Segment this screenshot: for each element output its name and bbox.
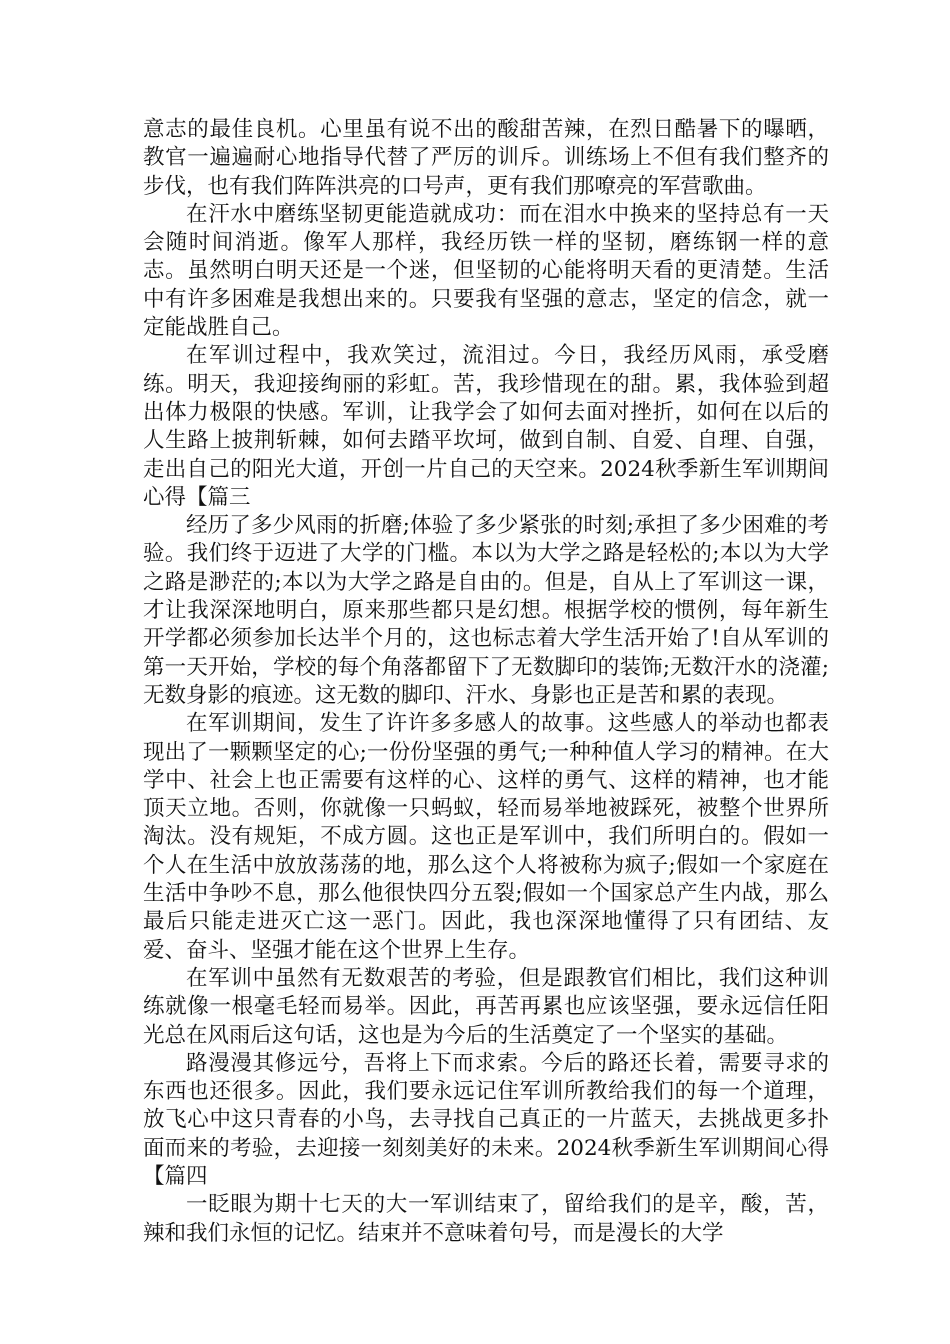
paragraph-4: 经历了多少风雨的折磨;体验了多少紧张的时刻;承担了多少困难的考验。我们终于迈进了大学的门槛。本以为大学之路是轻松的;本以为大学之路是渺茫的;本以为大学之路是自由的。但是，自从上了军训这一课，才让我深深地明白，原来那些都只是幻想。根据学校的惯例，每年新生开学都必须参加长达半个月的，这也标志着大学生活开始了!自从军训的第一天开始，学校的每个角落都留下了无数脚印的装饰;无数汗水的浇灌;无数身影的痕迹。这无数的脚印、汗水、身影也正是苦和累的表现。 (143, 513, 829, 708)
paragraph-6: 在军训中虽然有无数艰苦的考验，但是跟教官们相比，我们这种训练就像一根毫毛轻而易举。因此，再苦再累也应该坚强，要永远信任阳光总在风雨后这句话，这也是为今后的生活奠定了一个坚实的基础。 (143, 965, 829, 1048)
paragraph-3: 在军训过程中，我欢笑过，流泪过。今日，我经历风雨，承受磨练。明天，我迎接绚丽的彩虹。苦，我珍惜现在的甜。累，我体验到超出体力极限的快感。军训，让我学会了如何去面对挫折，如何在以后的人生路上披荆斩棘，如何去踏平坎坷，做到自制、自爱、自理、自强，走出自己的阳光大道，开创一片自己的天空来。2024秋季新生军训期间心得【篇三 (143, 343, 829, 510)
paragraph-8: 一眨眼为期十七天的大一军训结束了，留给我们的是辛，酸，苦，辣和我们永恒的记忆。结束并不意味着句号，而是漫长的大学 (143, 1192, 829, 1246)
paragraph-1: 意志的最佳良机。心里虽有说不出的酸甜苦辣，在烈日酷暑下的曝晒，教官一遍遍耐心地指导代替了严厉的训斥。训练场上不但有我们整齐的步伐，也有我们阵阵洪亮的口号声，更有我们那嘹亮的军营歌曲。 (143, 117, 829, 199)
paragraph-2: 在汗水中磨练坚韧更能造就成功：而在泪水中换来的坚持总有一天会随时间消逝。像军人那样，我经历铁一样的坚韧，磨练钢一样的意志。虽然明白明天还是一个迷，但坚韧的心能将明天看的更清楚。生活中有许多困难是我想出来的。只要我有坚强的意志，坚定的信念，就一定能战胜自己。 (143, 201, 829, 341)
document-body (143, 116, 829, 1248)
paragraph-7: 路漫漫其修远兮，吾将上下而求索。今后的路还长着，需要寻求的东西也还很多。因此，我们要永远记住军训所教给我们的每一个道理，放飞心中这只青春的小鸟，去寻找自己真正的一片蓝天，去挑战更多扑面而来的考验，去迎接一刻刻美好的未来。2024秋季新生军训期间心得【篇四 (143, 1050, 829, 1189)
paragraph-5: 在军训期间，发生了许许多多感人的故事。这些感人的举动也都表现出了一颗颗坚定的心;一份份坚强的勇气;一种种值人学习的精神。在大学中、社会上也正需要有这样的心、这样的勇气、这样的精神，也才能顶天立地。否则，你就像一只蚂蚁，轻而易举地被踩死，被整个世界所淘汰。没有规矩，不成方圆。这也正是军训中，我们所明白的。假如一个人在生活中放放荡荡的地，那么这个人将被称为疯子;假如一个家庭在生活中争吵不息，那么他很快四分五裂;假如一个国家总产生内战，那么最后只能走进灭亡这一恶门。因此，我也深深地懂得了只有团结、友爱、奋斗、坚强才能在这个世界上生存。 (143, 711, 829, 963)
